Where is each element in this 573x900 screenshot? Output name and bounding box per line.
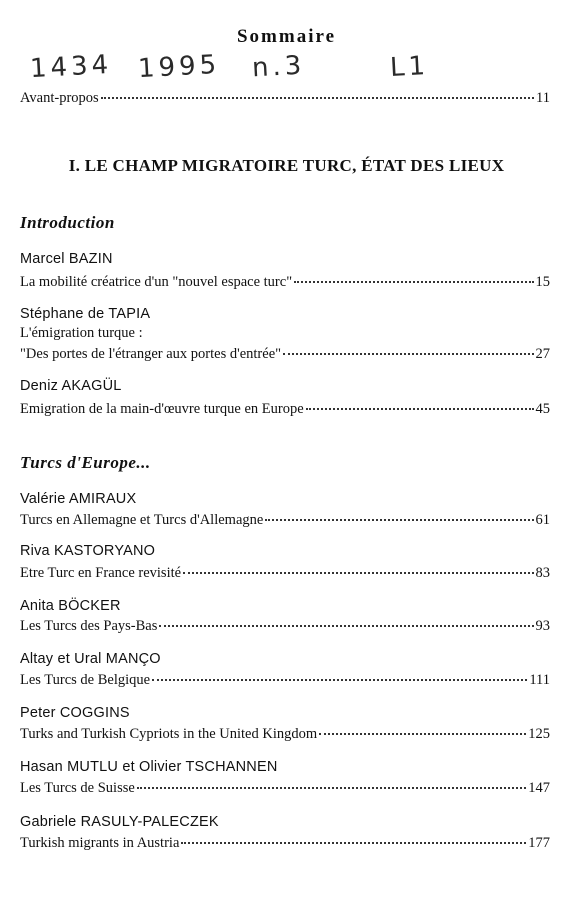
dot-leader [306,394,534,410]
toc-page-number: 11 [536,90,550,106]
toc-author: Hasan MUTLU et Olivier TSCHANNEN [20,759,278,775]
toc-entry-avant-propos[interactable] [20,86,550,107]
handwritten-text: 1434 [29,49,113,85]
toc-entry-subtitle: L'émigration turque : [20,325,143,341]
dot-leader [294,267,533,283]
toc-entry[interactable] [20,270,550,291]
toc-entry-title: Les Turcs de Belgique [20,672,151,688]
toc-author: Deniz AKAGÜL [20,378,122,394]
dot-leader [101,83,534,99]
toc-entry[interactable] [20,722,550,743]
subsection-heading: Introduction [20,213,115,232]
toc-page-number: 147 [528,780,550,796]
toc-page-number: 93 [535,618,550,634]
toc-entry[interactable] [20,776,550,797]
toc-author: Stéphane de TAPIA [20,306,151,322]
dot-leader [183,558,533,574]
toc-entry[interactable] [20,342,550,363]
toc-page-number: 111 [529,672,550,688]
subsection-heading: Turcs d'Europe... [20,453,151,472]
handwritten-text: 1995 [137,49,221,85]
toc-page-number: 125 [528,726,550,742]
section-heading: I. LE CHAMP MIGRATOIRE TURC, ÉTAT DES LIEUX [68,156,505,175]
toc-entry-title: Turcs en Allemagne et Turcs d'Allemagne [20,512,264,528]
toc-entry[interactable] [20,561,550,582]
toc-author: Riva KASTORYANO [20,543,156,559]
toc-entry[interactable] [20,831,550,852]
dot-leader [159,611,533,627]
toc-entry-title: La mobilité créatrice d'un "nouvel espace turc" [20,274,293,290]
toc-entry-title: Turks and Turkish Cypriots in the United Kingdom [20,726,318,742]
toc-page-number: 27 [535,346,550,362]
toc-page-number: 61 [535,512,550,528]
toc-entry[interactable] [20,614,550,635]
toc-entry[interactable] [20,397,550,418]
dot-leader [319,719,526,735]
toc-author: Peter COGGINS [20,705,130,721]
handwritten-text: L1 [389,50,430,84]
toc-entry-title: Emigration de la main-d'œuvre turque en Europe [20,401,304,417]
toc-author: Anita BÖCKER [20,598,121,614]
dot-leader [181,828,526,844]
dot-leader [265,505,533,521]
toc-entry[interactable] [20,668,550,689]
toc-entry-title: Turkish migrants in Austria [20,835,180,851]
toc-entry[interactable] [20,508,550,529]
toc-author: Gabriele RASULY-PALECZEK [20,814,219,830]
page-title: Sommaire [236,26,337,47]
dot-leader [137,773,526,789]
dot-leader [283,339,533,355]
toc-entry-title: Les Turcs de Suisse [20,780,135,796]
toc-author: Marcel BAZIN [20,251,113,267]
toc-entry-title: "Des portes de l'étranger aux portes d'entrée" [20,346,282,362]
toc-page-number: 45 [535,401,550,417]
toc-entry-title: Avant-propos [20,90,99,106]
toc-entry-title: Les Turcs des Pays-Bas [20,618,158,634]
toc-page-number: 83 [535,565,550,581]
toc-author: Altay et Ural MANÇO [20,651,161,667]
toc-entry-title: Etre Turc en France revisité [20,565,182,581]
toc-page-number: 15 [535,274,550,290]
dot-leader [152,665,527,681]
toc-page-number: 177 [528,835,550,851]
toc-author: Valérie AMIRAUX [20,491,137,507]
handwritten-text: n.3 [251,50,307,84]
